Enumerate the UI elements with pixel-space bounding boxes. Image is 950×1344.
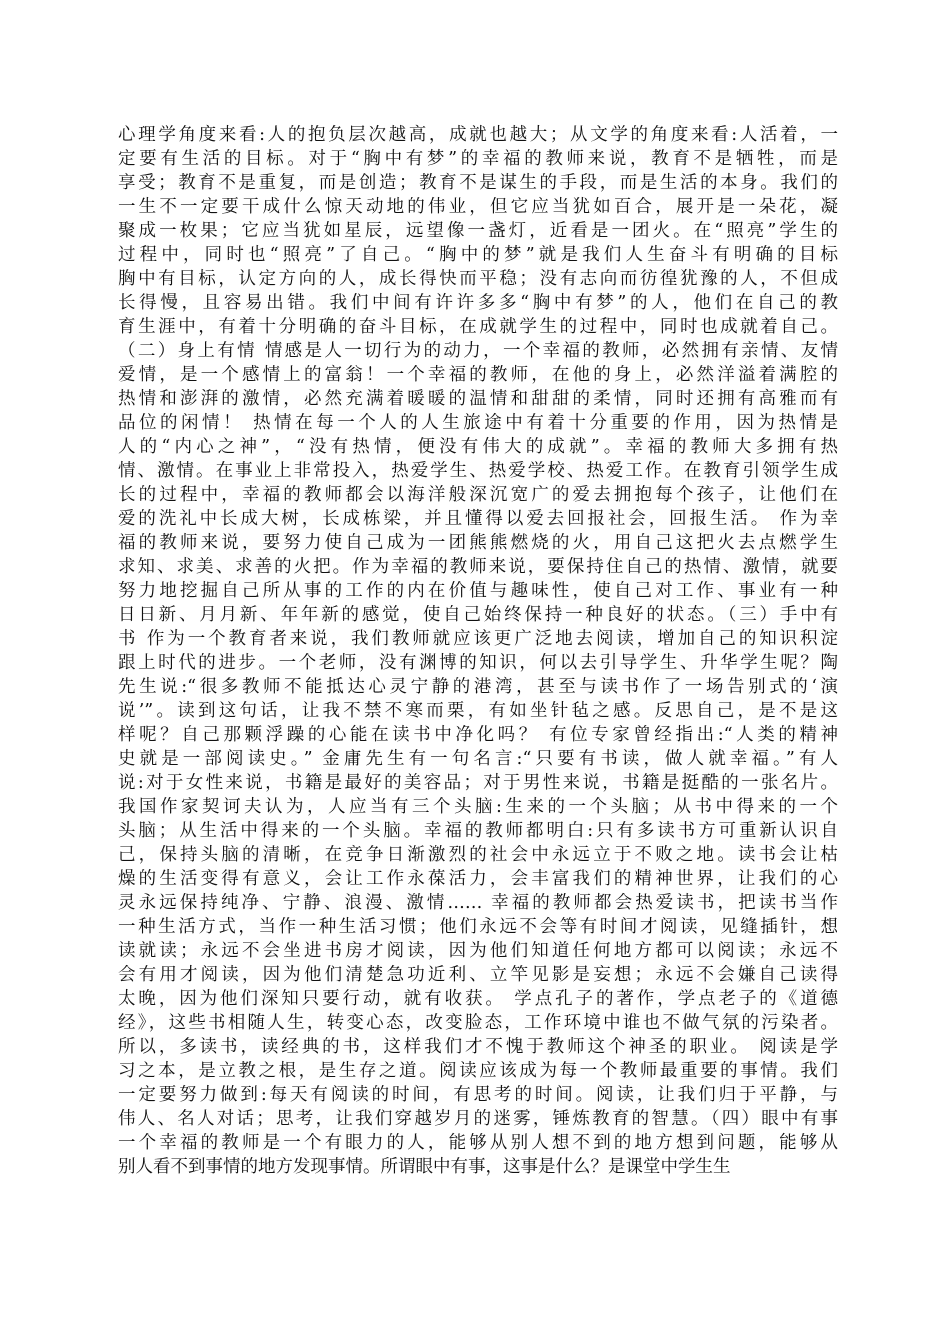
text-line: 说’”。读到这句话，让我不禁不寒而栗，有如坐针毡之感。反思自己，是不是这 bbox=[118, 701, 838, 721]
text-line: 说:对于女性来说，书籍是最好的美容品；对于男性来说，书籍是挺酷的一张名片。 bbox=[118, 773, 838, 793]
text-line: 人的“内心之神”，“没有热情，便没有伟大的成就”。幸福的教师大多拥有热 bbox=[118, 437, 838, 457]
text-line: 情、激情。在事业上非常投入，热爱学生、热爱学校、热爱工作。在教育引领学生成 bbox=[118, 461, 838, 481]
text-line: 灵永远保持纯净、宁静、浪漫、激情…… 幸福的教师都会热爱读书，把读书当作 bbox=[118, 893, 838, 913]
text-line: 一定要努力做到:每天有阅读的时间，有思考的时间。阅读，让我们归于平静，与 bbox=[118, 1085, 838, 1105]
text-line: 过程中，同时也“照亮”了自己。“胸中的梦”就是我们人生奋斗有明确的目标 bbox=[118, 245, 838, 265]
text-line: 书 作为一个教育者来说，我们教师就应该更广泛地去阅读，增加自己的知识积淀 bbox=[118, 629, 838, 649]
text-line: 一个幸福的教师是一个有眼力的人，能够从别人想不到的地方想到问题，能够从 bbox=[118, 1133, 838, 1153]
text-line: 热情和澎湃的激情，必然充满着暖暖的温情和甜甜的柔情，同时还拥有高雅而有 bbox=[118, 389, 838, 409]
text-line: 伟人、名人对话；思考，让我们穿越岁月的迷雾，锤炼教育的智慧。（四）眼中有事 bbox=[118, 1109, 838, 1129]
text-line: 己，保持头脑的清晰，在竞争日渐激烈的社会中永远立于不败之地。读书会让枯 bbox=[118, 845, 838, 865]
text-line: 求知、求美、求善的火把。作为幸福的教师来说，要保持住自己的热情、激情，就要 bbox=[118, 557, 838, 577]
text-line: 经》，这些书相随人生，转变心态，改变脸态，工作环境中谁也不做气氛的污染者。 bbox=[118, 1013, 838, 1033]
text-line: 长的过程中，幸福的教师都会以海洋般深沉宽广的爱去拥抱每个孩子，让他们在 bbox=[118, 485, 838, 505]
text-line: （二）身上有情 情感是人一切行为的动力，一个幸福的教师，必然拥有亲情、友情 bbox=[118, 341, 838, 361]
text-line: 心理学角度来看:人的抱负层次越高，成就也越大；从文学的角度来看:人活着，一 bbox=[118, 125, 838, 145]
text-line: 一种生活方式，当作一种生活习惯；他们永远不会等有时间才阅读，见缝插针，想 bbox=[118, 917, 838, 937]
text-line: 头脑；从生活中得来的一个头脑。幸福的教师都明白:只有多读书方可重新认识自 bbox=[118, 821, 838, 841]
text-line: 福的教师来说，要努力使自己成为一团熊熊燃烧的火，用自己这把火去点燃学生 bbox=[118, 533, 838, 553]
text-line: 享受；教育不是重复，而是创造；教育不是谋生的手段，而是生活的本身。我们的 bbox=[118, 173, 838, 193]
body-text bbox=[118, 123, 838, 1179]
text-line: 胸中有目标，认定方向的人，成长得快而平稳；没有志向而彷徨犹豫的人，不但成 bbox=[118, 269, 838, 289]
text-line: 太晚，因为他们深知只要行动，就有收获。 学点孔子的著作，学点老子的《道德 bbox=[118, 989, 838, 1009]
text-line: 会有用才阅读，因为他们清楚急功近利、立竿见影是妄想；永远不会嫌自己读得 bbox=[118, 965, 838, 985]
text-line: 品位的闲情！ 热情在每一个人的人生旅途中有着十分重要的作用，因为热情是 bbox=[118, 413, 838, 433]
text-line: 跟上时代的进步。一个老师，没有渊博的知识，何以去引导学生、升华学生呢？陶 bbox=[118, 653, 838, 673]
text-line: 定要有生活的目标。对于“胸中有梦”的幸福的教师来说，教育不是牺牲，而是 bbox=[118, 149, 838, 169]
text-line: 习之本，是立教之根，是生存之道。阅读应该成为每一个教师最重要的事情。我们 bbox=[118, 1061, 838, 1081]
text-line: 聚成一枚果；它应当犹如星辰，远望像一盏灯，近看是一团火。在“照亮”学生的 bbox=[118, 221, 838, 241]
text-line: 长得慢，且容易出错。我们中间有许许多多“胸中有梦”的人，他们在自己的教 bbox=[118, 293, 838, 313]
text-line: 爱情，是一个感情上的富翁！一个幸福的教师，在他的身上，必然洋溢着满腔的 bbox=[118, 365, 838, 385]
text-line: 样呢？自己那颗浮躁的心能在读书中净化吗？ 有位专家曾经指出:“人类的精神 bbox=[118, 725, 838, 745]
text-line: 日日新、月月新、年年新的感觉，使自己始终保持一种良好的状态。（三）手中有 bbox=[118, 605, 838, 625]
text-line: 读就读；永远不会坐进书房才阅读，因为他们知道任何地方都可以阅读；永远不 bbox=[118, 941, 838, 961]
text-line: 一生不一定要干成什么惊天动地的伟业，但它应当犹如百合，展开是一朵花，凝 bbox=[118, 197, 838, 217]
text-line: 育生涯中，有着十分明确的奋斗目标，在成就学生的过程中，同时也成就着自己。 bbox=[118, 317, 838, 337]
text-line: 史就是一部阅读史。” 金庸先生有一句名言:“只要有书读，做人就幸福。”有人 bbox=[118, 749, 838, 769]
text-line: 爱的洗礼中长成大树，长成栋梁，并且懂得以爱去回报社会，回报生活。 作为幸 bbox=[118, 509, 838, 529]
text-line: 先生说:“很多教师不能抵达心灵宁静的港湾，甚至与读书作了一场告别式的‘演 bbox=[118, 677, 838, 697]
text-line: 所以，多读书，读经典的书，这样我们才不愧于教师这个神圣的职业。 阅读是学 bbox=[118, 1037, 838, 1057]
text-line: 燥的生活变得有意义，会让工作永葆活力，会丰富我们的精神世界，让我们的心 bbox=[118, 869, 838, 889]
text-line: 努力地挖掘自己所从事的工作的内在价值与趣味性，使自己对工作、事业有一种 bbox=[118, 581, 838, 601]
text-line: 我国作家契诃夫认为，人应当有三个头脑:生来的一个头脑；从书中得来的一个 bbox=[118, 797, 838, 817]
text-line: 别人看不到事情的地方发现事情。所谓眼中有事，这事是什么？是课堂中学生生 bbox=[118, 1157, 731, 1177]
